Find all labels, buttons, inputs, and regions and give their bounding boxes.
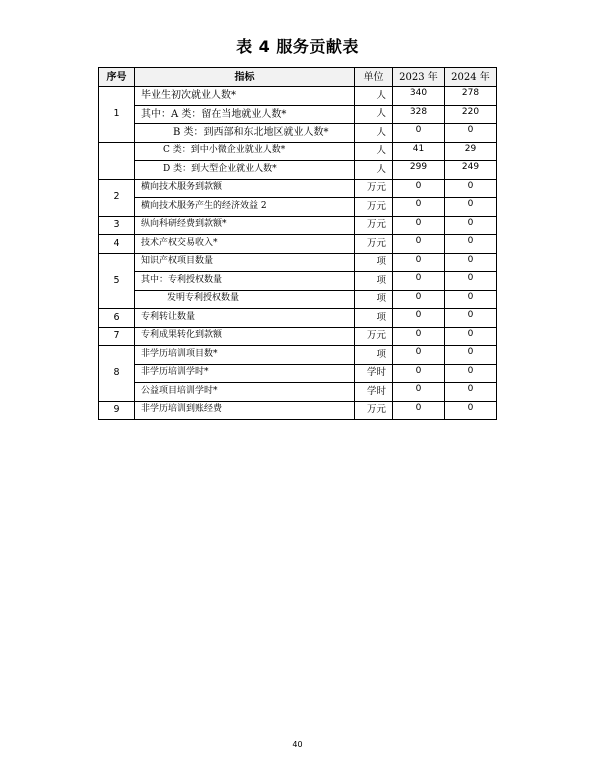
row-value-2024: 0 bbox=[445, 198, 497, 217]
row-value-2024: 0 bbox=[445, 179, 497, 198]
row-indicator: 非学历培训到账经费 bbox=[135, 401, 355, 420]
row-seq: 4 bbox=[99, 235, 135, 254]
row-unit: 人 bbox=[355, 161, 393, 180]
row-unit: 人 bbox=[355, 124, 393, 143]
row-value-2023: 340 bbox=[393, 87, 445, 106]
row-seq: 8 bbox=[99, 346, 135, 402]
header-seq: 序号 bbox=[99, 68, 135, 87]
row-indicator: 其中：专利授权数量 bbox=[135, 272, 355, 291]
row-indicator: 专利成果转化到款额 bbox=[135, 327, 355, 346]
row-unit: 万元 bbox=[355, 401, 393, 420]
row-value-2023: 0 bbox=[393, 253, 445, 272]
table-row bbox=[99, 272, 497, 291]
row-unit: 万元 bbox=[355, 216, 393, 235]
row-value-2024: 220 bbox=[445, 105, 497, 124]
table-row bbox=[99, 364, 497, 383]
header-2024: 2024 年 bbox=[445, 68, 497, 87]
row-seq: 7 bbox=[99, 327, 135, 346]
table-header-row bbox=[99, 68, 497, 87]
row-value-2024: 249 bbox=[445, 161, 497, 180]
row-value-2024: 0 bbox=[445, 253, 497, 272]
row-seq: 9 bbox=[99, 401, 135, 420]
row-value-2023: 0 bbox=[393, 401, 445, 420]
row-value-2023: 0 bbox=[393, 364, 445, 383]
row-unit: 项 bbox=[355, 253, 393, 272]
row-unit: 人 bbox=[355, 105, 393, 124]
row-indicator: 知识产权项目数量 bbox=[135, 253, 355, 272]
row-value-2024: 0 bbox=[445, 272, 497, 291]
table-row bbox=[99, 235, 497, 254]
row-unit: 万元 bbox=[355, 327, 393, 346]
row-unit: 项 bbox=[355, 309, 393, 328]
row-value-2023: 0 bbox=[393, 124, 445, 143]
row-unit: 万元 bbox=[355, 235, 393, 254]
header-indicator: 指标 bbox=[135, 68, 355, 87]
row-indicator: 专利转让数量 bbox=[135, 309, 355, 328]
row-unit: 项 bbox=[355, 272, 393, 291]
row-unit: 项 bbox=[355, 290, 393, 309]
row-value-2024: 0 bbox=[445, 216, 497, 235]
row-indicator: C 类：到中小微企业就业人数* bbox=[135, 142, 355, 161]
row-unit: 人 bbox=[355, 142, 393, 161]
row-value-2023: 0 bbox=[393, 216, 445, 235]
table-row bbox=[99, 346, 497, 365]
row-seq: 3 bbox=[99, 216, 135, 235]
header-2023: 2023 年 bbox=[393, 68, 445, 87]
row-seq: 2 bbox=[99, 179, 135, 216]
table-row bbox=[99, 124, 497, 143]
row-unit: 项 bbox=[355, 346, 393, 365]
table-row bbox=[99, 87, 497, 106]
row-value-2023: 0 bbox=[393, 327, 445, 346]
row-value-2024: 0 bbox=[445, 327, 497, 346]
row-value-2024: 0 bbox=[445, 401, 497, 420]
row-indicator: 技术产权交易收入* bbox=[135, 235, 355, 254]
row-value-2024: 29 bbox=[445, 142, 497, 161]
row-value-2023: 0 bbox=[393, 179, 445, 198]
row-value-2023: 0 bbox=[393, 309, 445, 328]
row-indicator: B 类：到西部和东北地区就业人数* bbox=[135, 124, 355, 143]
row-indicator: 横向技术服务产生的经济效益 2 bbox=[135, 198, 355, 217]
table-row bbox=[99, 383, 497, 402]
table-row bbox=[99, 105, 497, 124]
row-unit: 万元 bbox=[355, 179, 393, 198]
table-row bbox=[99, 161, 497, 180]
table-row bbox=[99, 253, 497, 272]
row-indicator: 非学历培训学时* bbox=[135, 364, 355, 383]
page-number: 40 bbox=[292, 740, 303, 749]
table-row bbox=[99, 290, 497, 309]
row-value-2023: 0 bbox=[393, 198, 445, 217]
table-title: 表 4 服务贡献表 bbox=[236, 37, 359, 56]
row-indicator: D 类：到大型企业就业人数* bbox=[135, 161, 355, 180]
table-row bbox=[99, 179, 497, 198]
row-value-2023: 299 bbox=[393, 161, 445, 180]
service-contribution-table bbox=[98, 67, 497, 420]
row-value-2024: 0 bbox=[445, 364, 497, 383]
row-seq-empty bbox=[99, 142, 135, 179]
row-indicator: 非学历培训项目数* bbox=[135, 346, 355, 365]
row-value-2024: 0 bbox=[445, 346, 497, 365]
row-seq: 6 bbox=[99, 309, 135, 328]
table-row bbox=[99, 216, 497, 235]
row-value-2023: 0 bbox=[393, 383, 445, 402]
header-unit: 单位 bbox=[355, 68, 393, 87]
row-indicator: 横向技术服务到款额 bbox=[135, 179, 355, 198]
row-value-2024: 0 bbox=[445, 235, 497, 254]
row-unit: 学时 bbox=[355, 364, 393, 383]
row-value-2023: 328 bbox=[393, 105, 445, 124]
row-value-2023: 0 bbox=[393, 235, 445, 254]
row-seq: 5 bbox=[99, 253, 135, 309]
row-indicator: 发明专利授权数量 bbox=[135, 290, 355, 309]
row-indicator: 其中：A 类：留在当地就业人数* bbox=[135, 105, 355, 124]
table-row bbox=[99, 142, 497, 161]
row-unit: 人 bbox=[355, 87, 393, 106]
row-value-2024: 0 bbox=[445, 124, 497, 143]
row-unit: 学时 bbox=[355, 383, 393, 402]
row-value-2023: 0 bbox=[393, 346, 445, 365]
row-value-2024: 0 bbox=[445, 290, 497, 309]
row-value-2024: 278 bbox=[445, 87, 497, 106]
table-row bbox=[99, 401, 497, 420]
table-row bbox=[99, 198, 497, 217]
row-value-2023: 0 bbox=[393, 272, 445, 291]
row-unit: 万元 bbox=[355, 198, 393, 217]
table-row bbox=[99, 327, 497, 346]
row-value-2023: 41 bbox=[393, 142, 445, 161]
row-indicator: 毕业生初次就业人数* bbox=[135, 87, 355, 106]
row-indicator: 纵向科研经费到款额* bbox=[135, 216, 355, 235]
row-seq: 1 bbox=[99, 87, 135, 143]
row-value-2024: 0 bbox=[445, 383, 497, 402]
row-value-2024: 0 bbox=[445, 309, 497, 328]
table-row bbox=[99, 309, 497, 328]
row-value-2023: 0 bbox=[393, 290, 445, 309]
row-indicator: 公益项目培训学时* bbox=[135, 383, 355, 402]
